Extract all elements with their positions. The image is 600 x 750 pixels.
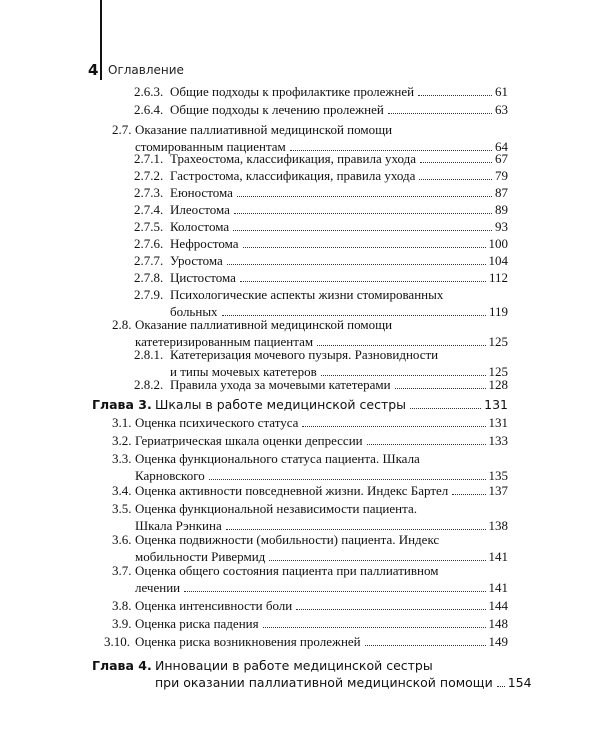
- dot-leader: [420, 162, 492, 163]
- toc-page-number: 128: [488, 377, 508, 392]
- toc-entry-text: Шкала Рэнкина: [135, 518, 222, 533]
- toc-entry: [134, 269, 508, 286]
- toc-entry-text: Карновского: [135, 468, 205, 483]
- toc-entry-number: 3.9.: [112, 616, 132, 631]
- toc-entry-number: 3.7.: [112, 563, 132, 578]
- toc-entry-text: Уростома: [170, 253, 223, 268]
- toc-entry-text: Шкалы в работе медицинской сестры: [155, 397, 407, 412]
- dot-leader: [233, 230, 492, 231]
- toc-entry: [112, 500, 508, 534]
- dot-leader: [410, 408, 481, 409]
- toc-page-number: 125: [488, 364, 508, 379]
- toc-page-number: 133: [488, 433, 508, 448]
- toc-entry: [112, 316, 508, 350]
- dot-leader: [452, 494, 485, 495]
- toc-entry-text: Оценка функционального статуса пациента. Шкала: [135, 451, 420, 466]
- toc-entry-text: Оценка активности повседневной жизни. Индекс Бартел: [135, 483, 449, 498]
- toc-entry-text: стомированным пациентам: [135, 139, 286, 154]
- toc-chapter: [92, 657, 532, 691]
- toc-entry: [112, 597, 508, 614]
- toc-entry-number: 3.2.: [112, 433, 132, 448]
- toc-page-number: 148: [488, 616, 508, 631]
- section-title: Оглавление: [108, 63, 184, 77]
- dot-leader: [395, 388, 486, 389]
- toc-entry-number: 3.4.: [112, 483, 132, 498]
- toc-entry-text: Гастростома, классификация, правила ухода: [170, 168, 416, 183]
- toc-entry-number: 3.6.: [112, 532, 132, 547]
- toc-page-number: 141: [488, 549, 508, 564]
- dot-leader: [227, 264, 486, 265]
- toc-entry-text: Колостома: [170, 219, 230, 234]
- toc-entry-number: 2.8.1.: [134, 347, 164, 362]
- toc-entry-text: Общие подходы к профилактике пролежней: [170, 84, 415, 99]
- toc-entry-number: 3.3.: [112, 451, 132, 466]
- dot-leader: [497, 686, 505, 687]
- toc-entry-text: Катетеризация мочевого пузыря. Разновидности: [170, 347, 439, 362]
- toc-page-number: 131: [488, 415, 508, 430]
- toc-entry-text: Оказание паллиативной медицинской помощи: [135, 122, 393, 137]
- dot-leader: [243, 247, 486, 248]
- dot-leader: [302, 426, 485, 427]
- toc-page-number: 135: [488, 468, 508, 483]
- toc-entry-number: 2.8.2.: [134, 377, 164, 392]
- toc-entry-number: 2.6.3.: [134, 84, 164, 99]
- toc-entry: [112, 450, 508, 484]
- toc-page-number: 61: [495, 84, 508, 99]
- dot-leader: [419, 179, 492, 180]
- toc-entry-text: Правила ухода за мочевыми катетерами: [170, 377, 391, 392]
- dot-leader: [367, 444, 486, 445]
- toc-entry-text: Оценка психического статуса: [135, 415, 299, 430]
- toc-entry-number: 2.7.7.: [134, 253, 164, 268]
- toc-entry-number: 3.1.: [112, 415, 132, 430]
- toc-entry-text: Трахеостома, классификация, правила ухода: [170, 151, 417, 166]
- toc-page-number: 87: [495, 185, 508, 200]
- dot-leader: [234, 213, 492, 214]
- toc-entry-text: лечении: [135, 580, 181, 595]
- toc-entry-text: Оценка общего состояния пациента при паллиативном: [135, 563, 439, 578]
- toc-entry-text: Оценка интенсивности боли: [135, 598, 293, 613]
- toc-page-number: 138: [488, 518, 508, 533]
- dot-leader: [237, 196, 492, 197]
- toc-entry-number: 2.7.8.: [134, 270, 164, 285]
- dot-leader: [296, 609, 485, 610]
- toc-chapter-label: Глава 4.: [92, 658, 152, 673]
- toc-entry-text: мобильности Ривермид: [135, 549, 266, 564]
- toc-entry: [134, 346, 508, 380]
- page-number: 4: [88, 61, 99, 79]
- toc-entry-text: Илеостома: [170, 202, 230, 217]
- toc-entry-text: Инновации в работе медицинской сестры: [155, 658, 433, 673]
- toc-entry-number: 2.7.9.: [134, 287, 164, 302]
- toc-page-number: 154: [507, 675, 532, 690]
- toc-entry: [112, 615, 508, 632]
- toc-entry: [112, 482, 508, 499]
- toc-entry: [112, 562, 508, 596]
- toc-entry-number: 2.7.2.: [134, 168, 164, 183]
- toc-page-number: 104: [488, 253, 508, 268]
- toc-entry-number: 3.5.: [112, 501, 132, 516]
- toc-entry: [104, 633, 508, 650]
- toc-entry: [134, 376, 508, 393]
- toc-page-number: 149: [488, 634, 508, 649]
- dot-leader: [269, 560, 485, 561]
- toc-entry-text: Еюностома: [170, 185, 233, 200]
- toc-entry-text: Психологические аспекты жизни стомированных: [170, 287, 444, 302]
- toc-entry-number: 3.8.: [112, 598, 132, 613]
- toc-entry: [134, 101, 508, 118]
- dot-leader: [263, 627, 486, 628]
- toc-entry-text: Нефростома: [170, 236, 239, 251]
- toc-chapter: [92, 396, 508, 413]
- toc-entry-text: катетеризированным пациентам: [135, 334, 314, 349]
- toc-entry-text: больных: [170, 304, 218, 319]
- dot-leader: [184, 591, 485, 592]
- toc-entry-text: Оказание паллиативной медицинской помощи: [135, 317, 393, 332]
- toc-entry-number: 2.7.3.: [134, 185, 164, 200]
- toc-entry: [134, 218, 508, 235]
- toc-page-number: 112: [488, 270, 508, 285]
- toc-entry-number: 2.7.6.: [134, 236, 164, 251]
- toc-page-number: 137: [488, 483, 508, 498]
- dot-leader: [209, 479, 486, 480]
- toc-entry-number: 2.6.4.: [134, 102, 164, 117]
- toc-entry: [134, 286, 508, 320]
- toc-entry-number: 2.7.1.: [134, 151, 164, 166]
- toc-page-number: 63: [495, 102, 508, 117]
- toc-entry: [112, 531, 508, 565]
- toc-entry-text: Гериатрическая шкала оценки депрессии: [135, 433, 363, 448]
- toc-page-number: 125: [488, 334, 508, 349]
- toc-entry: [134, 184, 508, 201]
- toc-entry-text: Цистостома: [170, 270, 236, 285]
- toc-entry: [134, 150, 508, 167]
- dot-leader: [365, 645, 486, 646]
- toc-entry-text: Оценка подвижности (мобильности) пациента. Индекс: [135, 532, 440, 547]
- toc-page-number: 119: [488, 304, 508, 319]
- toc-page-number: 131: [484, 397, 508, 412]
- toc-entry: [112, 414, 508, 431]
- toc-page-number: 141: [488, 580, 508, 595]
- toc-entry-number: 3.10.: [104, 634, 130, 649]
- toc-entry-text: Оценка риска возникновения пролежней: [135, 634, 361, 649]
- dot-leader: [418, 95, 492, 96]
- toc-entry-text: и типы мочевых катетеров: [170, 364, 317, 379]
- toc-page-number: 67: [495, 151, 508, 166]
- toc-entry-text: Оценка функциональной независимости пациента.: [135, 501, 417, 516]
- toc-entry-number: 2.7.5.: [134, 219, 164, 234]
- dot-leader: [240, 281, 486, 282]
- dot-leader: [226, 529, 486, 530]
- toc-page-number: 100: [488, 236, 508, 251]
- toc-entry: [134, 167, 508, 184]
- toc-entry: [134, 83, 508, 100]
- toc-entry-number: 2.8.: [112, 317, 132, 332]
- toc-entry: [134, 235, 508, 252]
- toc-page-number: 144: [488, 598, 508, 613]
- toc-entry-number: 2.7.4.: [134, 202, 164, 217]
- toc-page-number: 64: [495, 139, 508, 154]
- toc-entry: [134, 252, 508, 269]
- toc-entry: [134, 201, 508, 218]
- toc-entry: [112, 432, 508, 449]
- toc-entry-number: 2.7.: [112, 122, 132, 137]
- toc-page-number: 79: [495, 168, 508, 183]
- toc-chapter-label: Глава 3.: [92, 397, 152, 412]
- toc-page-number: 93: [495, 219, 508, 234]
- toc-page-number: 89: [495, 202, 508, 217]
- toc-entry-text: Общие подходы к лечению пролежней: [170, 102, 384, 117]
- toc-entry-text: Оценка риска падения: [135, 616, 259, 631]
- toc-entry-text: при оказании паллиативной медицинской помощи: [155, 675, 493, 690]
- dot-leader: [388, 113, 492, 114]
